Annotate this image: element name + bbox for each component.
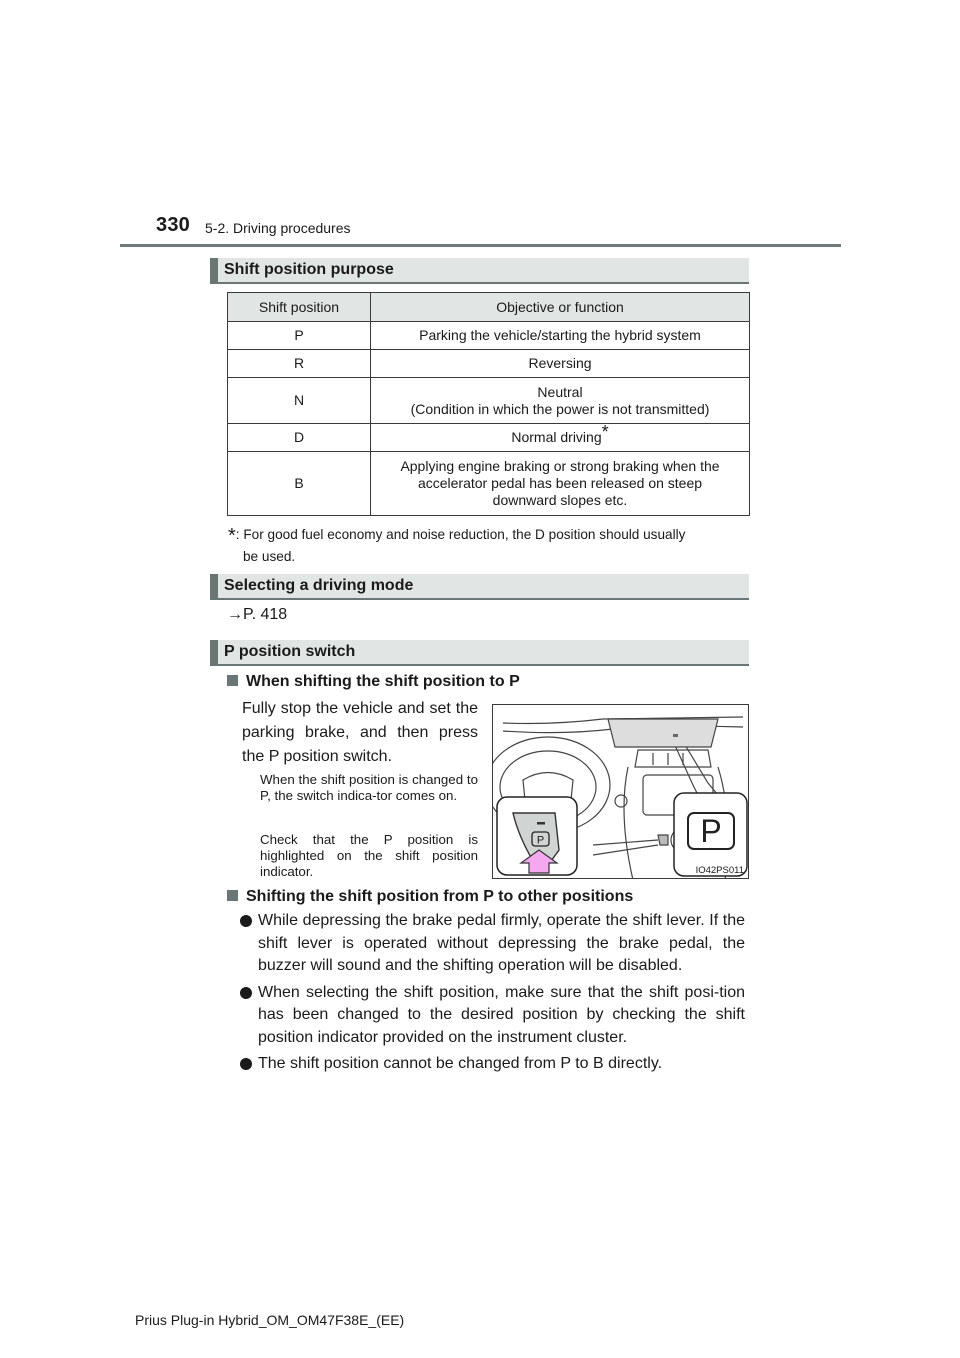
list-item: [240, 1053, 745, 1076]
section-title: P position switch: [224, 643, 356, 660]
p-switch-label: P: [536, 834, 545, 847]
section-title: Shift position purpose: [224, 261, 394, 278]
cell-position: B: [228, 452, 371, 516]
table-row: [228, 322, 750, 350]
cell-function: Parking the vehicle/starting the hybrid system: [371, 322, 750, 350]
table-footnote: [228, 522, 748, 568]
cell-function: [371, 378, 750, 424]
p-switch-location: [658, 835, 668, 845]
footnote-asterisk: *: [228, 525, 236, 547]
dashboard-drawing: [493, 705, 749, 879]
square-bullet-icon: [227, 890, 238, 901]
center-vent: [635, 750, 711, 767]
shift-position-table: [227, 292, 750, 516]
cell-position: N: [228, 378, 371, 424]
table-row: [228, 350, 750, 378]
subheading-shift-to-p: [227, 673, 520, 691]
bullet-dot-icon: [240, 915, 252, 927]
document-footer: Prius Plug-in Hybrid_OM_OM47F38E_(EE): [135, 1312, 405, 1328]
subheading-text: Shifting the shift position from P to other positions: [246, 888, 634, 905]
note-text: Check that the P position is highlighted on the shift position indicator.: [260, 832, 478, 879]
cell-function-line2: (Condition in which the power is not transmitted): [410, 400, 710, 417]
cell-position: D: [228, 424, 371, 452]
list-item-text: When selecting the shift position, make sure that the shift posi-tion has been changed to the desired position by checking the shift position indicator provided on the instrument cluster.: [258, 983, 745, 1046]
list-item-text: While depressing the brake pedal firmly, operate the shift lever. If the shift lever is operated without depressing the brake pedal, the buzzer will sound and the shifting operation will be disabled.: [258, 912, 745, 974]
console-left: [624, 767, 633, 879]
cell-function: Applying engine braking or strong braking when the accelerator pedal has been released on steep downward slopes etc.: [371, 452, 750, 516]
cell-function-line1: Neutral: [537, 383, 583, 400]
bullet-dot-icon: [240, 987, 252, 999]
subheading-shift-from-p: [227, 888, 633, 906]
figure-code: IO42PS011: [695, 865, 744, 876]
instrument-cluster: [608, 719, 718, 747]
cell-position: R: [228, 350, 371, 378]
square-bullet-icon: [227, 675, 238, 686]
section-header-p-switch: [210, 640, 749, 666]
footnote-text-line2: be used.: [243, 549, 296, 564]
cell-function: [371, 424, 750, 452]
note-text: When the shift position is changed to P, the switch indica-tor comes on.: [260, 772, 478, 803]
indicator-dot: [673, 734, 678, 737]
dashboard-illustration: [492, 704, 749, 879]
p-indicator-label: P: [700, 813, 722, 849]
chapter-title: 5-2. Driving procedures: [205, 220, 351, 236]
cell-function-text: Normal driving: [511, 429, 602, 445]
column-header-function: Objective or function: [371, 293, 750, 322]
subheading-text: When shifting the shift position to P: [246, 673, 520, 690]
list-item: [240, 982, 745, 1050]
list-item-text: The shift position cannot be changed from P to B directly.: [258, 1055, 663, 1072]
header-divider: [120, 244, 841, 247]
bullet-dot-icon: [240, 1058, 252, 1070]
footnote-text-line1: : For good fuel economy and noise reduction, the D position should usually: [235, 527, 686, 542]
column-header-shift-position: Shift position: [228, 293, 371, 322]
cell-position: P: [228, 322, 371, 350]
instruction-text: Fully stop the vehicle and set the parking brake, and then press the P position switch.: [242, 700, 478, 765]
table-row: [228, 452, 750, 516]
footnote-marker: *: [601, 422, 609, 443]
section-header-driving-mode: [210, 574, 749, 600]
list-item: [240, 910, 745, 978]
section-title: Selecting a driving mode: [224, 577, 414, 594]
page-reference-link[interactable]: →P. 418: [227, 606, 288, 623]
section-header-shift-purpose: [210, 258, 749, 284]
table-header-row: [228, 293, 750, 322]
cell-function: Reversing: [371, 350, 750, 378]
bullet-list: [240, 910, 745, 1080]
table-row: [228, 378, 750, 424]
table-row: [228, 424, 750, 452]
page-number: 330: [156, 214, 190, 236]
